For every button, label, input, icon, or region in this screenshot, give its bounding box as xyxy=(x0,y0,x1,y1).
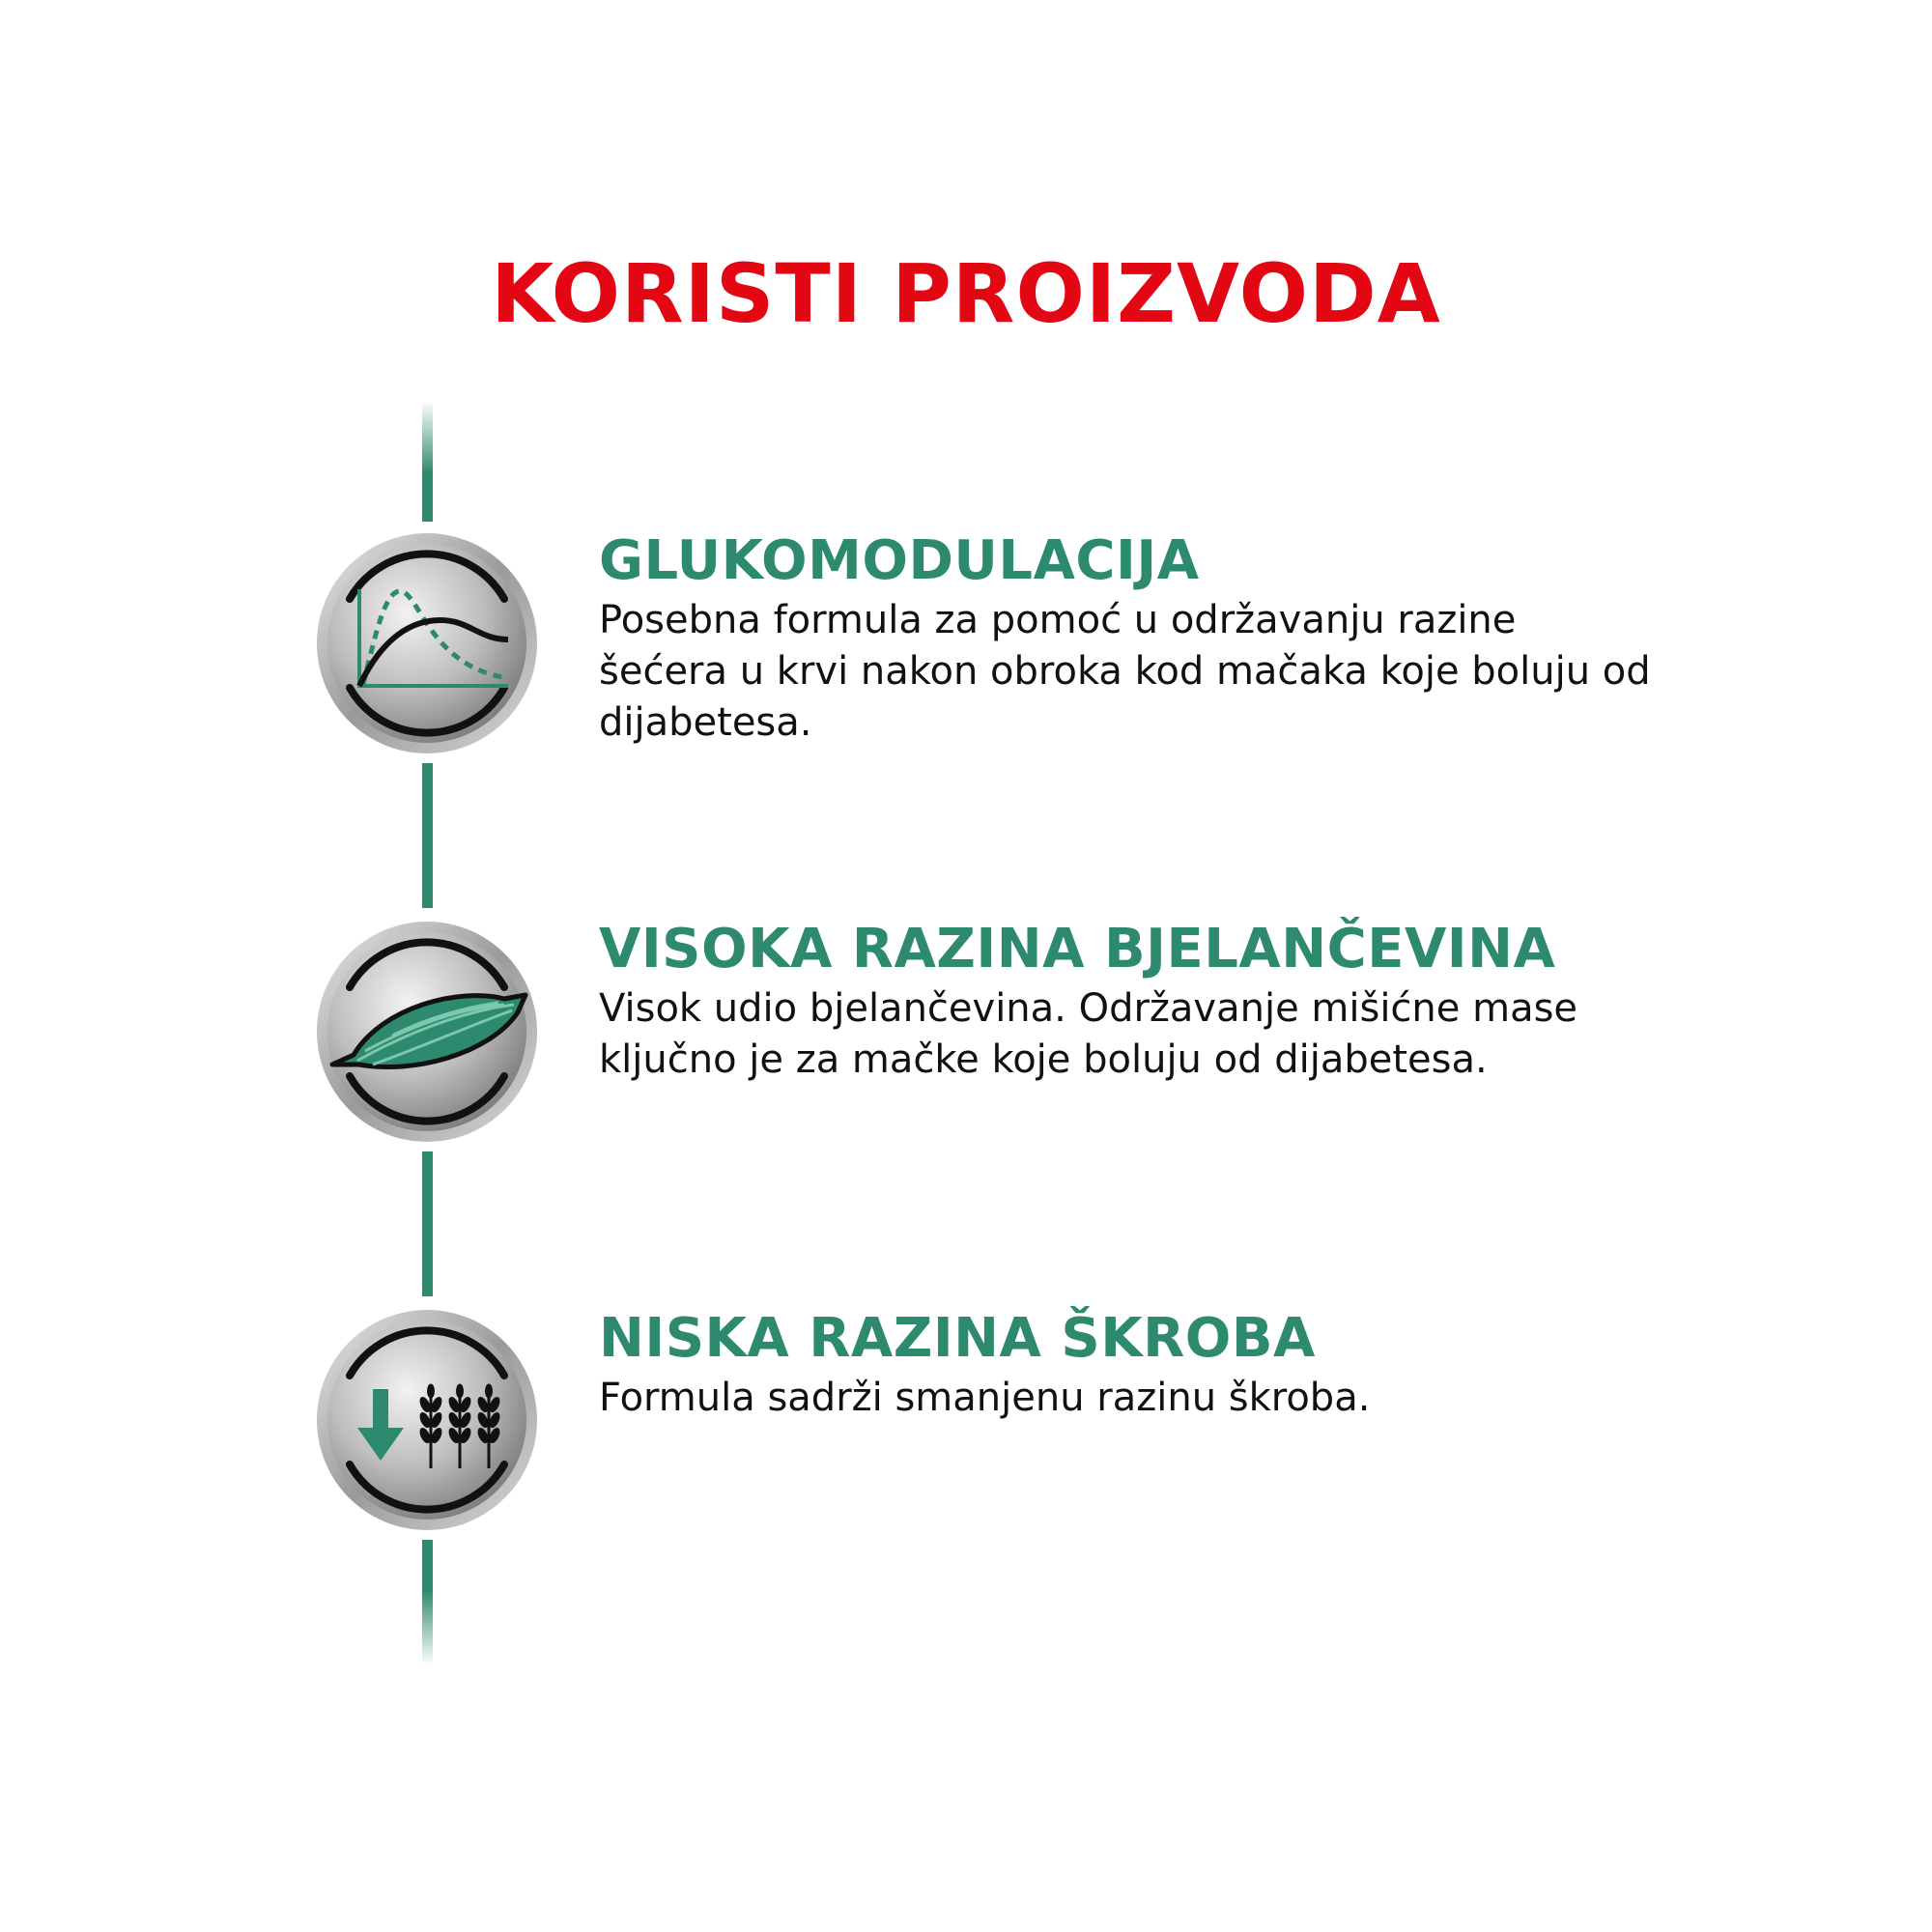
timeline-segment xyxy=(422,763,433,908)
benefit-low-starch xyxy=(599,1307,1758,1424)
benefit-heading: VISOKA RAZINA BJELANČEVINA xyxy=(599,918,1556,980)
benefit-description: Posebna formula za pomoć u održavanju razine šećera u krvi nakon obroka kod mačaka koje boluju od dijabetesa. xyxy=(599,598,1651,745)
low-starch-wheat-icon xyxy=(315,1308,539,1532)
benefit-high-protein xyxy=(599,918,1758,1086)
glucose-curve-icon xyxy=(315,531,539,755)
benefit-description: Visok udio bjelančevina. Održavanje mišićne mase ključno je za mačke koje boluju od dijabetesa. xyxy=(599,986,1578,1082)
page-title: KORISTI PROIZVODA xyxy=(491,246,1441,341)
benefit-description: Formula sadrži smanjenu razinu škroba. xyxy=(599,1376,1371,1420)
timeline-segment-bottom xyxy=(422,1540,433,1665)
timeline-segment xyxy=(422,1151,433,1296)
benefit-glucomodulation xyxy=(599,529,1758,749)
timeline-segment-top xyxy=(422,401,433,522)
muscle-fiber-icon xyxy=(315,920,539,1144)
benefit-heading: NISKA RAZINA ŠKROBA xyxy=(599,1307,1316,1370)
benefit-heading: GLUKOMODULACIJA xyxy=(599,529,1200,592)
